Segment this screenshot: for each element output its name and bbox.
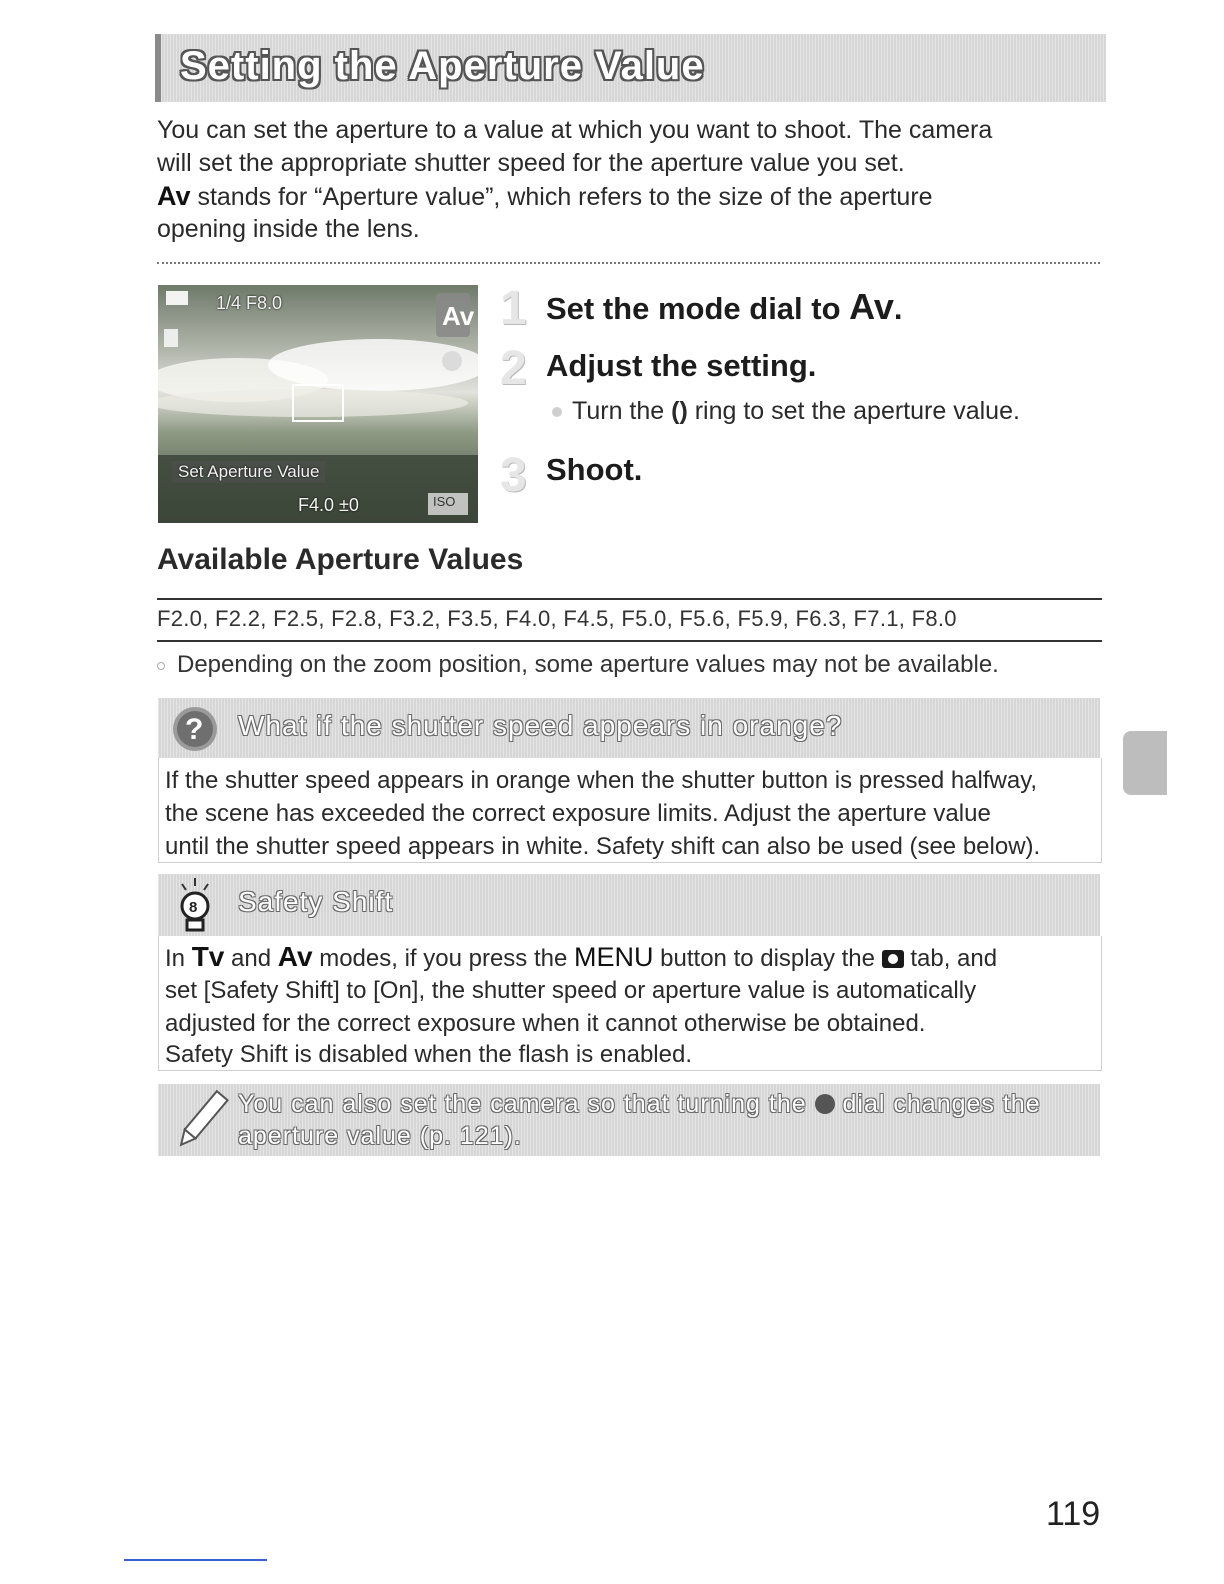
page-number: 119	[1046, 1495, 1101, 1533]
orange-box-line-1: If the shutter speed appears in orange when the shutter button is pressed halfway,	[165, 767, 1038, 794]
safety-text-e: tab, and	[903, 945, 998, 972]
tv-mode-symbol: Tv	[191, 941, 225, 972]
step-3-number: 3	[500, 449, 527, 502]
memo-line-2: aperture value (p. 121).	[238, 1122, 522, 1150]
menu-button-label: MENU	[574, 942, 654, 972]
exposure-readout: F4.0 ±0	[298, 495, 359, 515]
landscape-illustration	[158, 285, 478, 523]
step-1-number: 1	[500, 282, 527, 335]
bullet-icon	[552, 407, 562, 417]
hint-label: Set Aperture Value	[172, 461, 325, 483]
step-1-text: Set the mode dial to	[546, 291, 850, 326]
intro-line-3-text: stands for “Aperture value”, which refers to the size of the aperture	[190, 183, 933, 211]
step-1-suffix: .	[893, 291, 903, 326]
step-2-number: 2	[500, 342, 527, 395]
step-1	[500, 282, 527, 335]
availability-note-text: Depending on the zoom position, some aperture values may not be available.	[177, 651, 999, 678]
safety-text-c: modes, if you press the	[312, 945, 574, 972]
intro-line-1: You can set the aperture to a value at which you want to shoot. The camera	[157, 116, 993, 144]
intro-line-4: opening inside the lens.	[157, 215, 420, 243]
safety-text-d: button to display the	[653, 945, 882, 972]
orange-box-header	[158, 698, 1100, 758]
safety-box-title: Safety Shift	[238, 886, 394, 917]
safety-line-2: set [Safety Shift] to [On], the shutter speed or aperture value is automatically	[165, 977, 977, 1004]
av-mode-symbol-2: Av	[277, 941, 313, 972]
table-rule-top	[157, 598, 1102, 600]
step-2-bullet-text: Turn the	[572, 397, 672, 425]
table-rule-bottom	[157, 640, 1102, 642]
section-divider	[157, 262, 1100, 264]
safety-line-3: adjusted for the correct exposure when it cannot otherwise be obtained.	[165, 1010, 926, 1037]
safety-box-header	[158, 874, 1100, 936]
hud-top: 1/4 F8.0	[216, 293, 283, 313]
intro-line-2: will set the appropriate shutter speed for the aperture value you set.	[157, 149, 905, 177]
pencil-icon	[170, 1086, 232, 1156]
safety-line-1	[165, 940, 1097, 975]
aperture-values: F2.0, F2.2, F2.5, F2.8, F3.2, F3.5, F4.0, F4.5, F5.0, F5.6, F5.9, F6.3, F7.1, F8.0	[157, 606, 957, 631]
battery-icon	[166, 291, 188, 305]
iso-label: ISO	[433, 494, 456, 509]
camera-screen-image	[158, 285, 478, 523]
av-mode-symbol: Av	[157, 181, 191, 211]
safety-line-4: Safety Shift is disabled when the flash is enabled.	[165, 1041, 692, 1068]
memo-line-1-end: dial changes the	[834, 1090, 1041, 1118]
question-icon	[170, 704, 220, 754]
footer-rule	[124, 1559, 267, 1561]
intro-line-3	[157, 180, 1102, 214]
memo-line-1-text: You can also set the camera so that turning the	[238, 1090, 815, 1118]
note-bullet-icon	[157, 662, 165, 670]
orange-box-line-3: until the shutter speed appears in white. Safety shift can also be used (see below).	[165, 833, 1041, 860]
step-2	[500, 342, 527, 395]
orange-box-title: What if the shutter speed appears in orange?	[238, 710, 843, 741]
safety-text-b: and	[224, 945, 278, 972]
available-heading: Available Aperture Values	[157, 543, 524, 576]
camera-tab-icon	[882, 950, 904, 968]
macro-icon	[164, 329, 178, 347]
svg-text:8: 8	[189, 899, 198, 916]
memo-box	[158, 1084, 1100, 1156]
orange-box-line-2: the scene has exceeded the correct exposure limits. Adjust the aperture value	[165, 800, 991, 827]
step-2-bullet-rest: ring to set the aperture value.	[687, 397, 1020, 425]
av-badge: Av	[442, 301, 475, 331]
step-1-heading	[546, 286, 902, 328]
page-title: Setting the Aperture Value	[180, 44, 705, 88]
tip-bulb-icon	[170, 876, 220, 934]
availability-note	[157, 651, 999, 679]
step-3	[500, 449, 527, 502]
control-ring-icon: ()	[671, 397, 688, 425]
front-dial-icon	[815, 1094, 835, 1114]
step-2-heading: Adjust the setting.	[546, 348, 817, 383]
svg-text:?: ?	[185, 713, 204, 746]
step-1-av-symbol: Av	[849, 286, 894, 327]
chapter-tab	[1123, 731, 1167, 795]
step-2-bullet	[552, 397, 1020, 426]
safety-text-a: In	[165, 945, 192, 972]
step-3-heading: Shoot.	[546, 452, 643, 487]
memo-line-1	[238, 1090, 1041, 1119]
